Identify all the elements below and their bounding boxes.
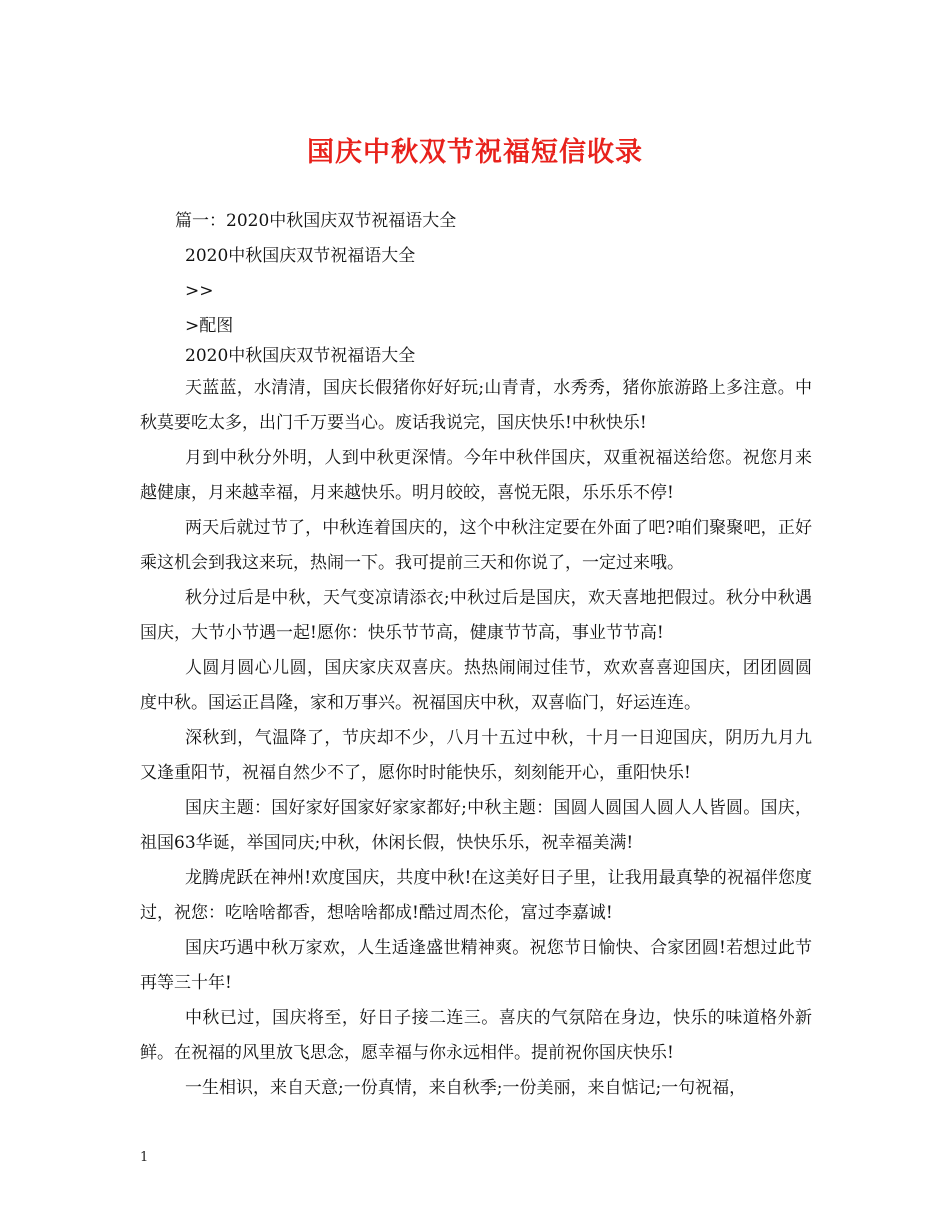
paragraph-6: 深秋到，气温降了，节庆却不少，八月十五过中秋，十月一日迎国庆，阴历九月九又逢重阳节，祝福自然少不了，愿你时时能快乐，刻刻能开心，重阳快乐! [140, 728, 812, 783]
paragraph-5: 人圆月圆心儿圆，国庆家庆双喜庆。热热闹闹过佳节，欢欢喜喜迎国庆，团团圆圆度中秋。国运正昌隆，家和万事兴。祝福国庆中秋，双喜临门，好运连连。 [140, 658, 812, 713]
paragraph-2: 月到中秋分外明，人到中秋更深情。今年中秋伴国庆，双重祝福送给您。祝您月来越健康，月来越幸福，月来越快乐。明月皎皎，喜悦无限，乐乐乐不停! [140, 448, 812, 503]
nav-marker-line: >> [185, 281, 214, 301]
paragraph-4: 秋分过后是中秋，天气变凉请添衣;中秋过后是国庆，欢天喜地把假过。秋分中秋遇国庆，大节小节遇一起!愿你：快乐节节高，健康节节高，事业节节高! [140, 588, 812, 643]
subheading-line-repeat: 2020中秋国庆双节祝福语大全 [185, 346, 416, 366]
paragraph-10: 中秋已过，国庆将至，好日子接二连三。喜庆的气氛陪在身边，快乐的味道格外新鲜。在祝福的风里放飞思念，愿幸福与你永远相伴。提前祝你国庆快乐! [140, 1008, 812, 1063]
paragraph-3: 两天后就过节了，中秋连着国庆的，这个中秋注定要在外面了吧?咱们聚聚吧，正好乘这机会到我这来玩，热闹一下。我可提前三天和你说了，一定过来哦。 [140, 518, 812, 573]
document-title: 国庆中秋双节祝福短信收录 [307, 137, 643, 168]
image-caption-line: >配图 [185, 316, 234, 336]
paragraph-1: 天蓝蓝，水清清，国庆长假猪你好好玩;山青青，水秀秀，猪你旅游路上多注意。中秋莫要吃太多，出门千万要当心。废话我说完，国庆快乐!中秋快乐! [140, 378, 812, 433]
subheading-line: 2020中秋国庆双节祝福语大全 [185, 246, 416, 266]
page-number: 1 [140, 1150, 149, 1165]
paragraph-9: 国庆巧遇中秋万家欢，人生适逢盛世精神爽。祝您节日愉快、合家团圆!若想过此节再等三十年! [140, 938, 812, 993]
section-heading: 篇一：2020中秋国庆双节祝福语大全 [175, 211, 457, 231]
paragraph-8: 龙腾虎跃在神州!欢度国庆，共度中秋!在这美好日子里，让我用最真挚的祝福伴您度过，祝您：吃啥啥都香，想啥啥都成!酷过周杰伦，富过李嘉诚! [140, 868, 812, 923]
paragraph-11: 一生相识，来自天意;一份真情，来自秋季;一份美丽，来自惦记;一句祝福， [185, 1078, 747, 1098]
paragraph-7: 国庆主题：国好家好国家好家家都好;中秋主题：国圆人圆国人圆人人皆圆。国庆，祖国63华诞，举国同庆;中秋，休闲长假，快快乐乐，祝幸福美满! [140, 798, 812, 853]
